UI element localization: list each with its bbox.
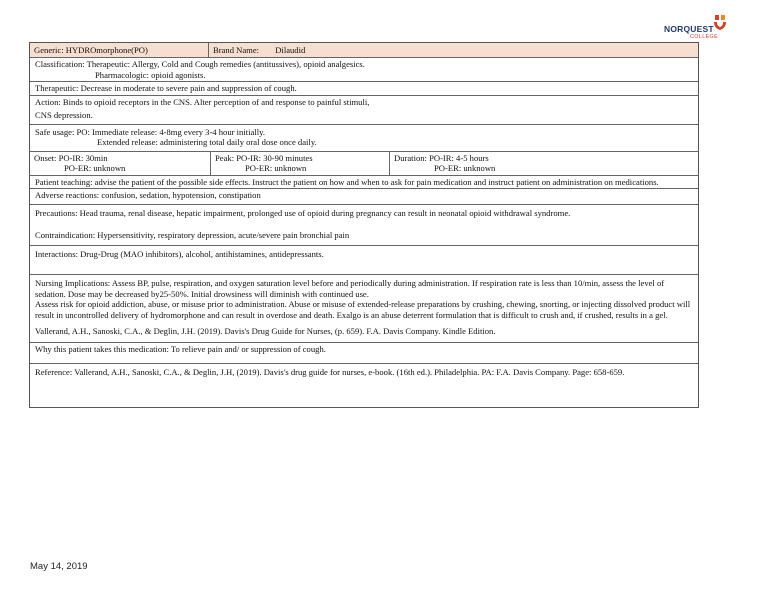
onset-cell (30, 152, 210, 175)
brand-label: Brand Name: (213, 45, 260, 55)
onset-line2: PO-ER: unknown (64, 163, 126, 173)
duration-cell (389, 152, 698, 175)
safe-usage-line2: Extended release: administering total daily oral dose once daily. (97, 137, 317, 147)
why-row: Why this patient takes this medication: To relieve pain and/ or suppression of cough. (30, 342, 698, 363)
action-line1: Action: Binds to opioid receptors in the CNS. Alter perception of and response to painful stimuli, (35, 96, 370, 107)
duration-line2: PO-ER: unknown (434, 163, 496, 173)
precautions-row (30, 204, 698, 245)
patient-teaching-row: Patient teaching: advise the patient of the possible side effects. Instruct the patient on how and when to ask for pain medication and instruct patient on administration on medications. (30, 175, 698, 189)
drug-card (29, 42, 699, 408)
classification-line2: Pharmacologic: opioid agonists. (95, 69, 206, 80)
logo-sub: COLLEGE (690, 34, 719, 40)
logo-name: NORQUEST (664, 24, 714, 34)
generic-label: Generic: (34, 45, 64, 55)
onset-line1: Onset: PO-IR: 30min (34, 152, 108, 163)
duration-line1: Duration: PO-IR: 4-5 hours (394, 152, 489, 163)
peak-line2: PO-ER: unknown (245, 163, 307, 173)
peak-cell (210, 152, 389, 175)
generic-value: HYDROmorphone(PO) (65, 45, 148, 55)
safe-usage-line1: Safe usage: PO: Immediate release: 4-8mg every 3-4 hour initially. (35, 126, 265, 137)
classification-row (30, 57, 698, 81)
nursing-p3: Vallerand, A.H., Sanoski, C.A., & Deglin, J.H. (2019). Davis's Drug Guide for Nurses, (p. 659). F.A. Davis Company. Kindle Edition. (35, 326, 496, 336)
header-row (30, 43, 698, 57)
interactions-row: Interactions: Drug-Drug (MAO inhibitors), alcohol, antihistamines, antidepressants. (30, 245, 698, 275)
nursing-p1: Nursing Implications: Assess BP, pulse, respiration, and oxygen saturation level before and periodically during administration. If respiration rate is less than 10/min, assess the level of sedation. Dose may be decreased by25-50%. Initial drowsiness will diminish with continued use. (35, 278, 665, 299)
peak-line1: Peak: PO-IR: 30-90 minutes (215, 152, 313, 163)
reference-row: Reference: Vallerand, A.H., Sanoski, C.A., & Deglin, J.H, (2019). Davis's drug guide for nurses, e-book. (16th ed.). Philadelphia. PA: F.A. Davis Company. Page: 658-659. (30, 363, 698, 407)
safe-usage-row (30, 124, 698, 151)
norquest-logo (664, 13, 728, 45)
therapeutic-row: Therapeutic: Decrease in moderate to severe pain and suppression of cough. (30, 81, 698, 95)
generic-cell (30, 43, 208, 57)
brand-value: Dilaudid (275, 45, 306, 55)
brand-cell (208, 43, 698, 57)
logo-mark-icon (712, 13, 728, 31)
nursing-p2: Assess risk for opioid addiction, abuse, or misuse prior to administration. Abuse or misuse of extended-release preparations by crushing, chewing, snorting, or injecting dissolved product will result in uncontrolled delivery of hydromorphone and can result in overdose and death. Exalgo is an abuse deterrent formulation that is difficult to crush and, if crushed, results in a gel. (35, 299, 691, 320)
precautions-text: Precautions: Head trauma, renal disease, hepatic impairment, prolonged use of opioid during pregnancy can result in neonatal opioid withdrawal syndrome. (35, 207, 571, 218)
timing-row (30, 151, 698, 175)
action-row (30, 95, 698, 124)
classification-line1: Classification: Therapeutic: Allergy, Cold and Cough remedies (antitussives), opioid analgesics. (35, 59, 365, 69)
action-line2: CNS depression. (35, 110, 93, 120)
contraindication-text: Contraindication: Hypersensitivity, respiratory depression, acute/severe pain bronchial pain (35, 230, 350, 240)
adverse-reactions-row: Adverse reactions: confusion, sedation, hypotension, constipation (30, 188, 698, 204)
footer-date: May 14, 2019 (30, 561, 88, 572)
nursing-implications-row (30, 274, 698, 342)
